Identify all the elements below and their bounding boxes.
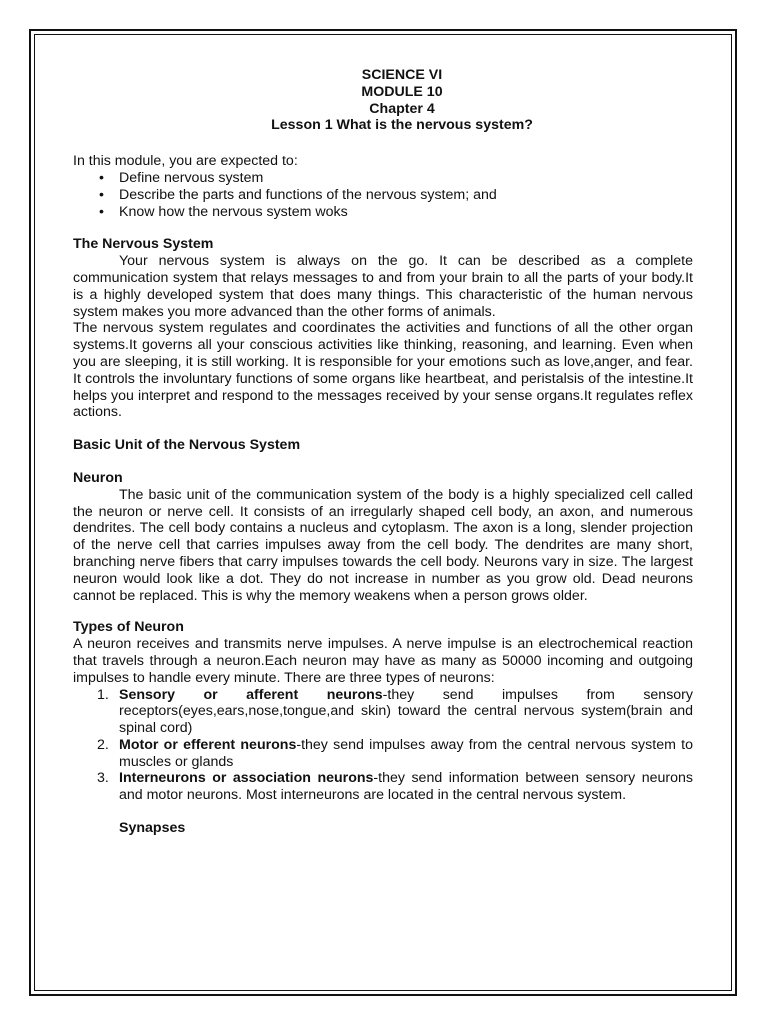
list-item (99, 169, 693, 187)
list-number: 2. (97, 736, 109, 753)
list-item (97, 736, 693, 771)
neuron-types-list (73, 687, 693, 805)
list-number: 3. (97, 770, 109, 787)
lesson-title: Lesson 1 What is the nervous system? (271, 117, 533, 134)
subheading-neuron: Neuron (73, 469, 123, 486)
neuron-paragraph: The basic unit of the communication system of the body is a highly specialized cell called the neuron or nerve cell. It consists of an irregularly shaped cell body, an axon, and numerous dendrites. The cell body contains a nucleus and cytoplasm. The axon is a long, slender projection of the nerve cell that carries impulses away from the cell body. The dendrites are many short, branching nerve fibers that carry impulses towards the cell body. Neurons vary in size. The largest neuron would look like a dot. They do not increase in number as you grow old. Dead neurons cannot be replaced. This is why the memory weakens when a person grows older. (73, 486, 693, 604)
subheading-synapses: Synapses (119, 820, 186, 837)
bullet-icon: • (99, 169, 104, 186)
neuron-type-desc: -they send information between sensory neurons and motor neurons. Most interneurons are located in the central nervous system. (119, 770, 693, 804)
list-item (97, 686, 693, 737)
subheading-types-of-neuron: Types of Neuron (73, 619, 184, 636)
neuron-type-desc: -they send impulses from sensory receptors(eyes,ears,nose,tongue,and skin) toward the central nervous system(brain and spinal cord) (119, 686, 693, 737)
bullet-icon: • (99, 203, 104, 220)
list-item (97, 770, 693, 804)
subject-title: SCIENCE VI (361, 67, 443, 83)
intro-lead: In this module, you are expected to: (73, 153, 298, 170)
list-number: 1. (97, 686, 109, 703)
objective-text: Know how the nervous system woks (119, 203, 348, 220)
objective-text: Describe the parts and functions of the nervous system; and (119, 186, 497, 203)
list-item (99, 203, 693, 221)
neuron-type-term: Sensory or afferent neurons (119, 686, 383, 703)
neuron-type-term: Motor or efferent neurons (119, 736, 297, 753)
module-title: MODULE 10 (361, 83, 443, 100)
nervous-system-paragraph-2: The nervous system regulates and coordinates the activities and functions of all the other organ systems.It governs all your conscious activities like thinking, reasoning, and learning. Even when you are sleeping, it is still working. It is responsible for your emotions such as love,anger, and fear. It controls the involuntary functions of some organs like heartbeat, and peristalsis of the intestine.It helps you interpret and respond to the messages received by your sense organs.It regulates reflex actions. (73, 320, 693, 421)
neuron-type-term: Interneurons or association neurons (119, 770, 374, 787)
neuron-type-desc: -they send impulses away from the central nervous system to muscles or glands (119, 736, 693, 770)
bullet-icon: • (99, 186, 104, 203)
document-body (73, 67, 693, 837)
types-paragraph: A neuron receives and transmits nerve impulses. A nerve impulse is an electrochemical reaction that travels through a neuron.Each neuron may have as many as 50000 incoming and outgoing impulses to handle every minute. There are three types of neurons: (73, 636, 693, 686)
objective-text: Define nervous system (119, 169, 264, 186)
document-header (73, 67, 693, 134)
section-heading-nervous-system: The Nervous System (73, 236, 214, 253)
chapter-title: Chapter 4 (369, 100, 435, 117)
list-item (99, 186, 693, 204)
objectives-list (73, 170, 693, 220)
nervous-system-paragraph-1: Your nervous system is always on the go. It can be described as a complete communication system that relays messages to and from your brain to all the parts of your body.It is a highly developed system that does many things. This characteristic of the human nervous system makes you more advanced than the other forms of animals. (73, 253, 693, 320)
section-heading-basic-unit: Basic Unit of the Nervous System (73, 437, 301, 454)
